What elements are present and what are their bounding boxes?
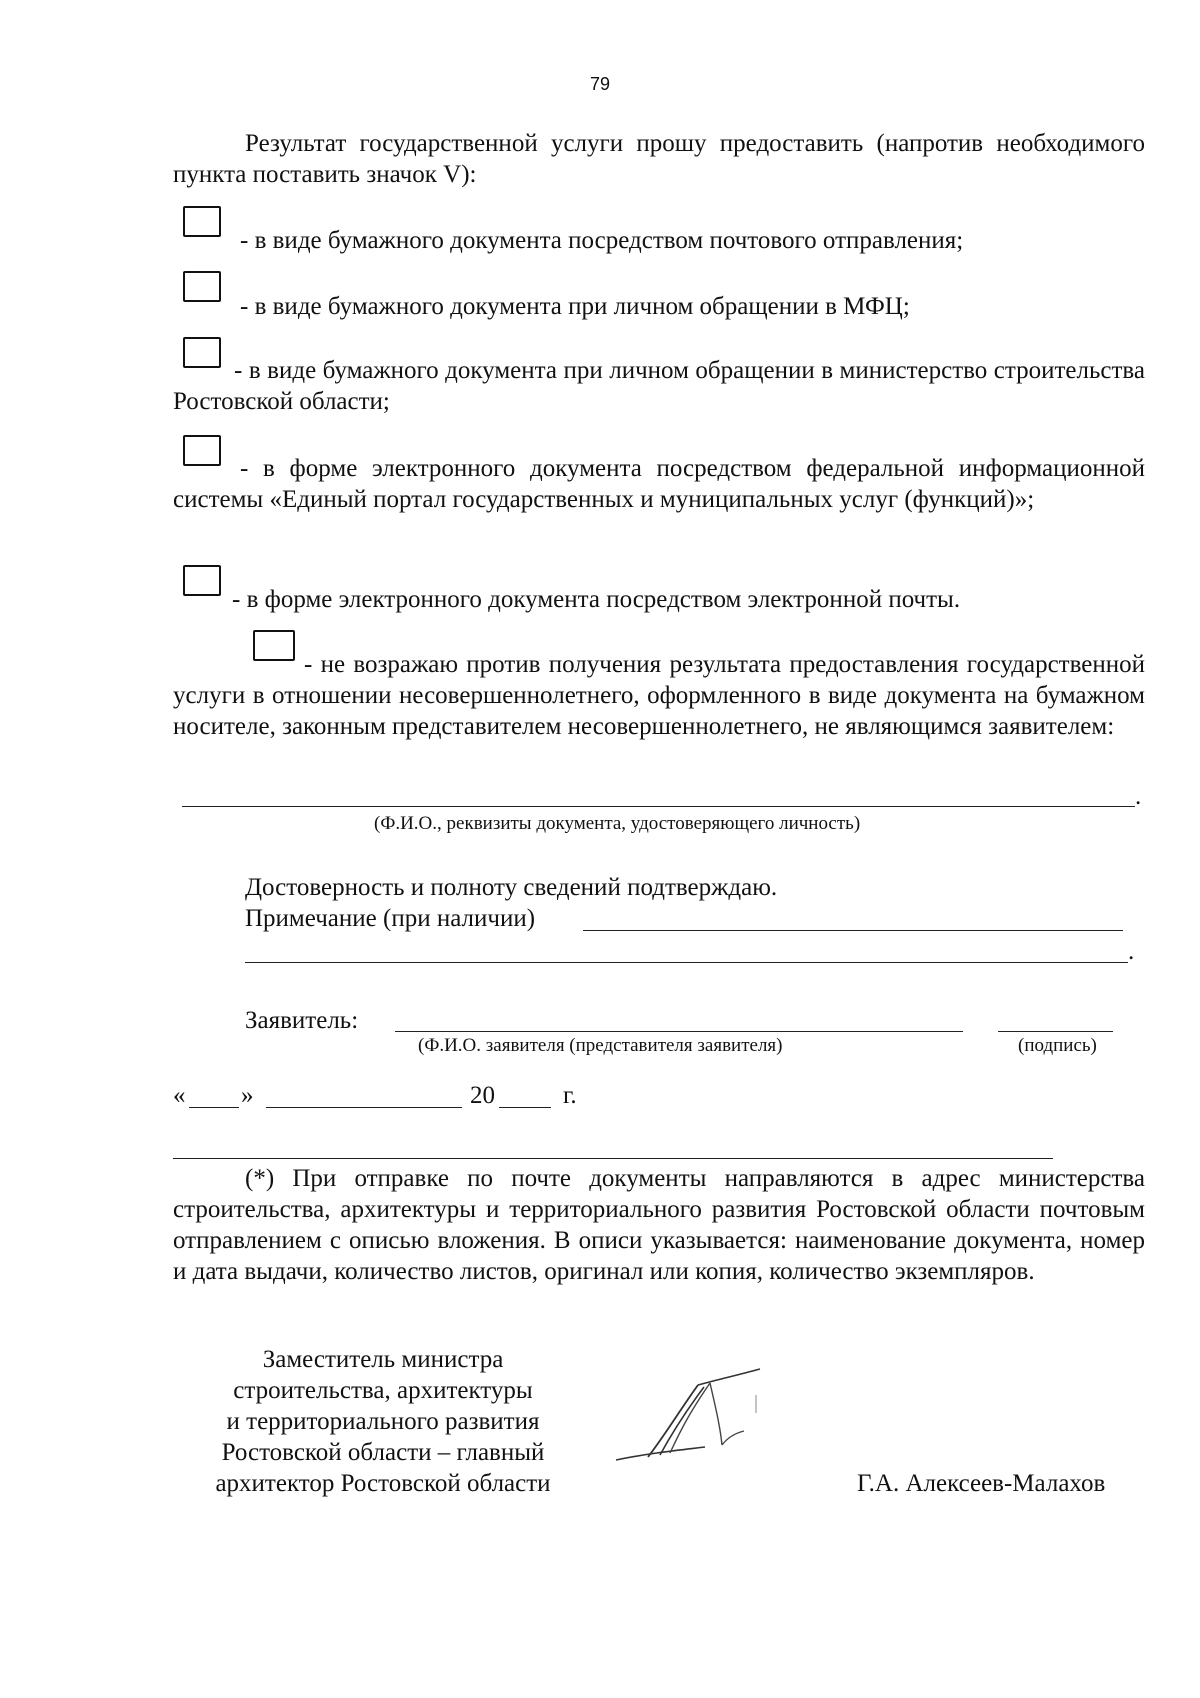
confirmation-text: Достоверность и полноту сведений подтверждаю. [245,874,778,901]
position-line-3: и территориального развития [226,1408,540,1435]
position-line-4: Ростовской области – главный [221,1439,545,1466]
intro-paragraph: Результат государственной услуги прошу предоставить (напротив необходимого пункта поставить значок V): [173,130,1145,188]
option-epgu: - в форме электронного документа посредством федеральной информационной системы «Единый портал государственных и муниципальных услуг (функций)»; [173,455,1145,513]
note-input-line-2[interactable] [245,962,1128,963]
date-open-quote: « [173,1082,186,1109]
option-postal: - в виде бумажного документа посредством почтового отправления; [240,227,964,254]
fio-input-line[interactable] [182,806,1135,807]
checkbox-postal[interactable] [183,206,221,237]
fio-line-dot: . [1135,783,1142,810]
fio-caption: (Ф.И.О., реквизиты документа, удостоверяющего личность) [374,813,861,834]
footnote: (*) При отправке по почте документы направляются в адрес министерства строительства, архитектуры и территориального развития Ростовской области почтовым отправлением с описью вложения. В описи указывается: наименование документа, номер и дата выдачи, количество листов, оригинал или копия, количество экземпляров. [173,1165,1145,1285]
date-year-line[interactable] [499,1107,551,1108]
date-close-quote: » [241,1082,254,1109]
checkbox-mfc[interactable] [183,271,221,302]
option-email: - в форме электронного документа посредством электронной почты. [232,586,961,613]
checkbox-email[interactable] [183,565,221,596]
footnote-separator [173,1158,1053,1159]
position-line-1: Заместитель министра [262,1346,504,1373]
option-mfc: - в виде бумажного документа при личном обращении в МФЦ; [240,293,910,320]
applicant-name-line[interactable] [395,1031,963,1032]
applicant-label: Заявитель: [245,1007,359,1034]
note-input-line[interactable] [583,930,1123,931]
note-label: Примечание (при наличии) [245,905,536,932]
handwritten-signature [610,1365,780,1475]
position-line-2: строительства, архитектуры [233,1377,533,1404]
date-year-prefix: 20 [470,1082,495,1109]
page-number: 79 [589,74,611,94]
date-g: г. [563,1082,577,1109]
applicant-caption: (Ф.И.О. заявителя (представителя заявителя) [418,1035,783,1056]
signature-caption: (подпись) [1018,1035,1097,1056]
signatory-name: Г.А. Алексеев-Малахов [857,1470,1106,1497]
no-objection-paragraph: - не возражаю против получения результата предоставления государственной услуги в отношении несовершеннолетнего, оформленного в виде документа на бумажном носителе, законным представителем несовершеннолетнего, не являющимся заявителем: [173,651,1145,740]
date-month-line[interactable] [266,1107,462,1108]
date-day-line[interactable] [189,1107,239,1108]
signature-line[interactable] [998,1031,1113,1032]
note-line-dot: . [1128,938,1135,965]
option-ministry: - в виде бумажного документа при личном обращении в министерство строительства Ростовской области; [173,357,1145,415]
position-line-5: архитектор Ростовской области [215,1470,551,1497]
